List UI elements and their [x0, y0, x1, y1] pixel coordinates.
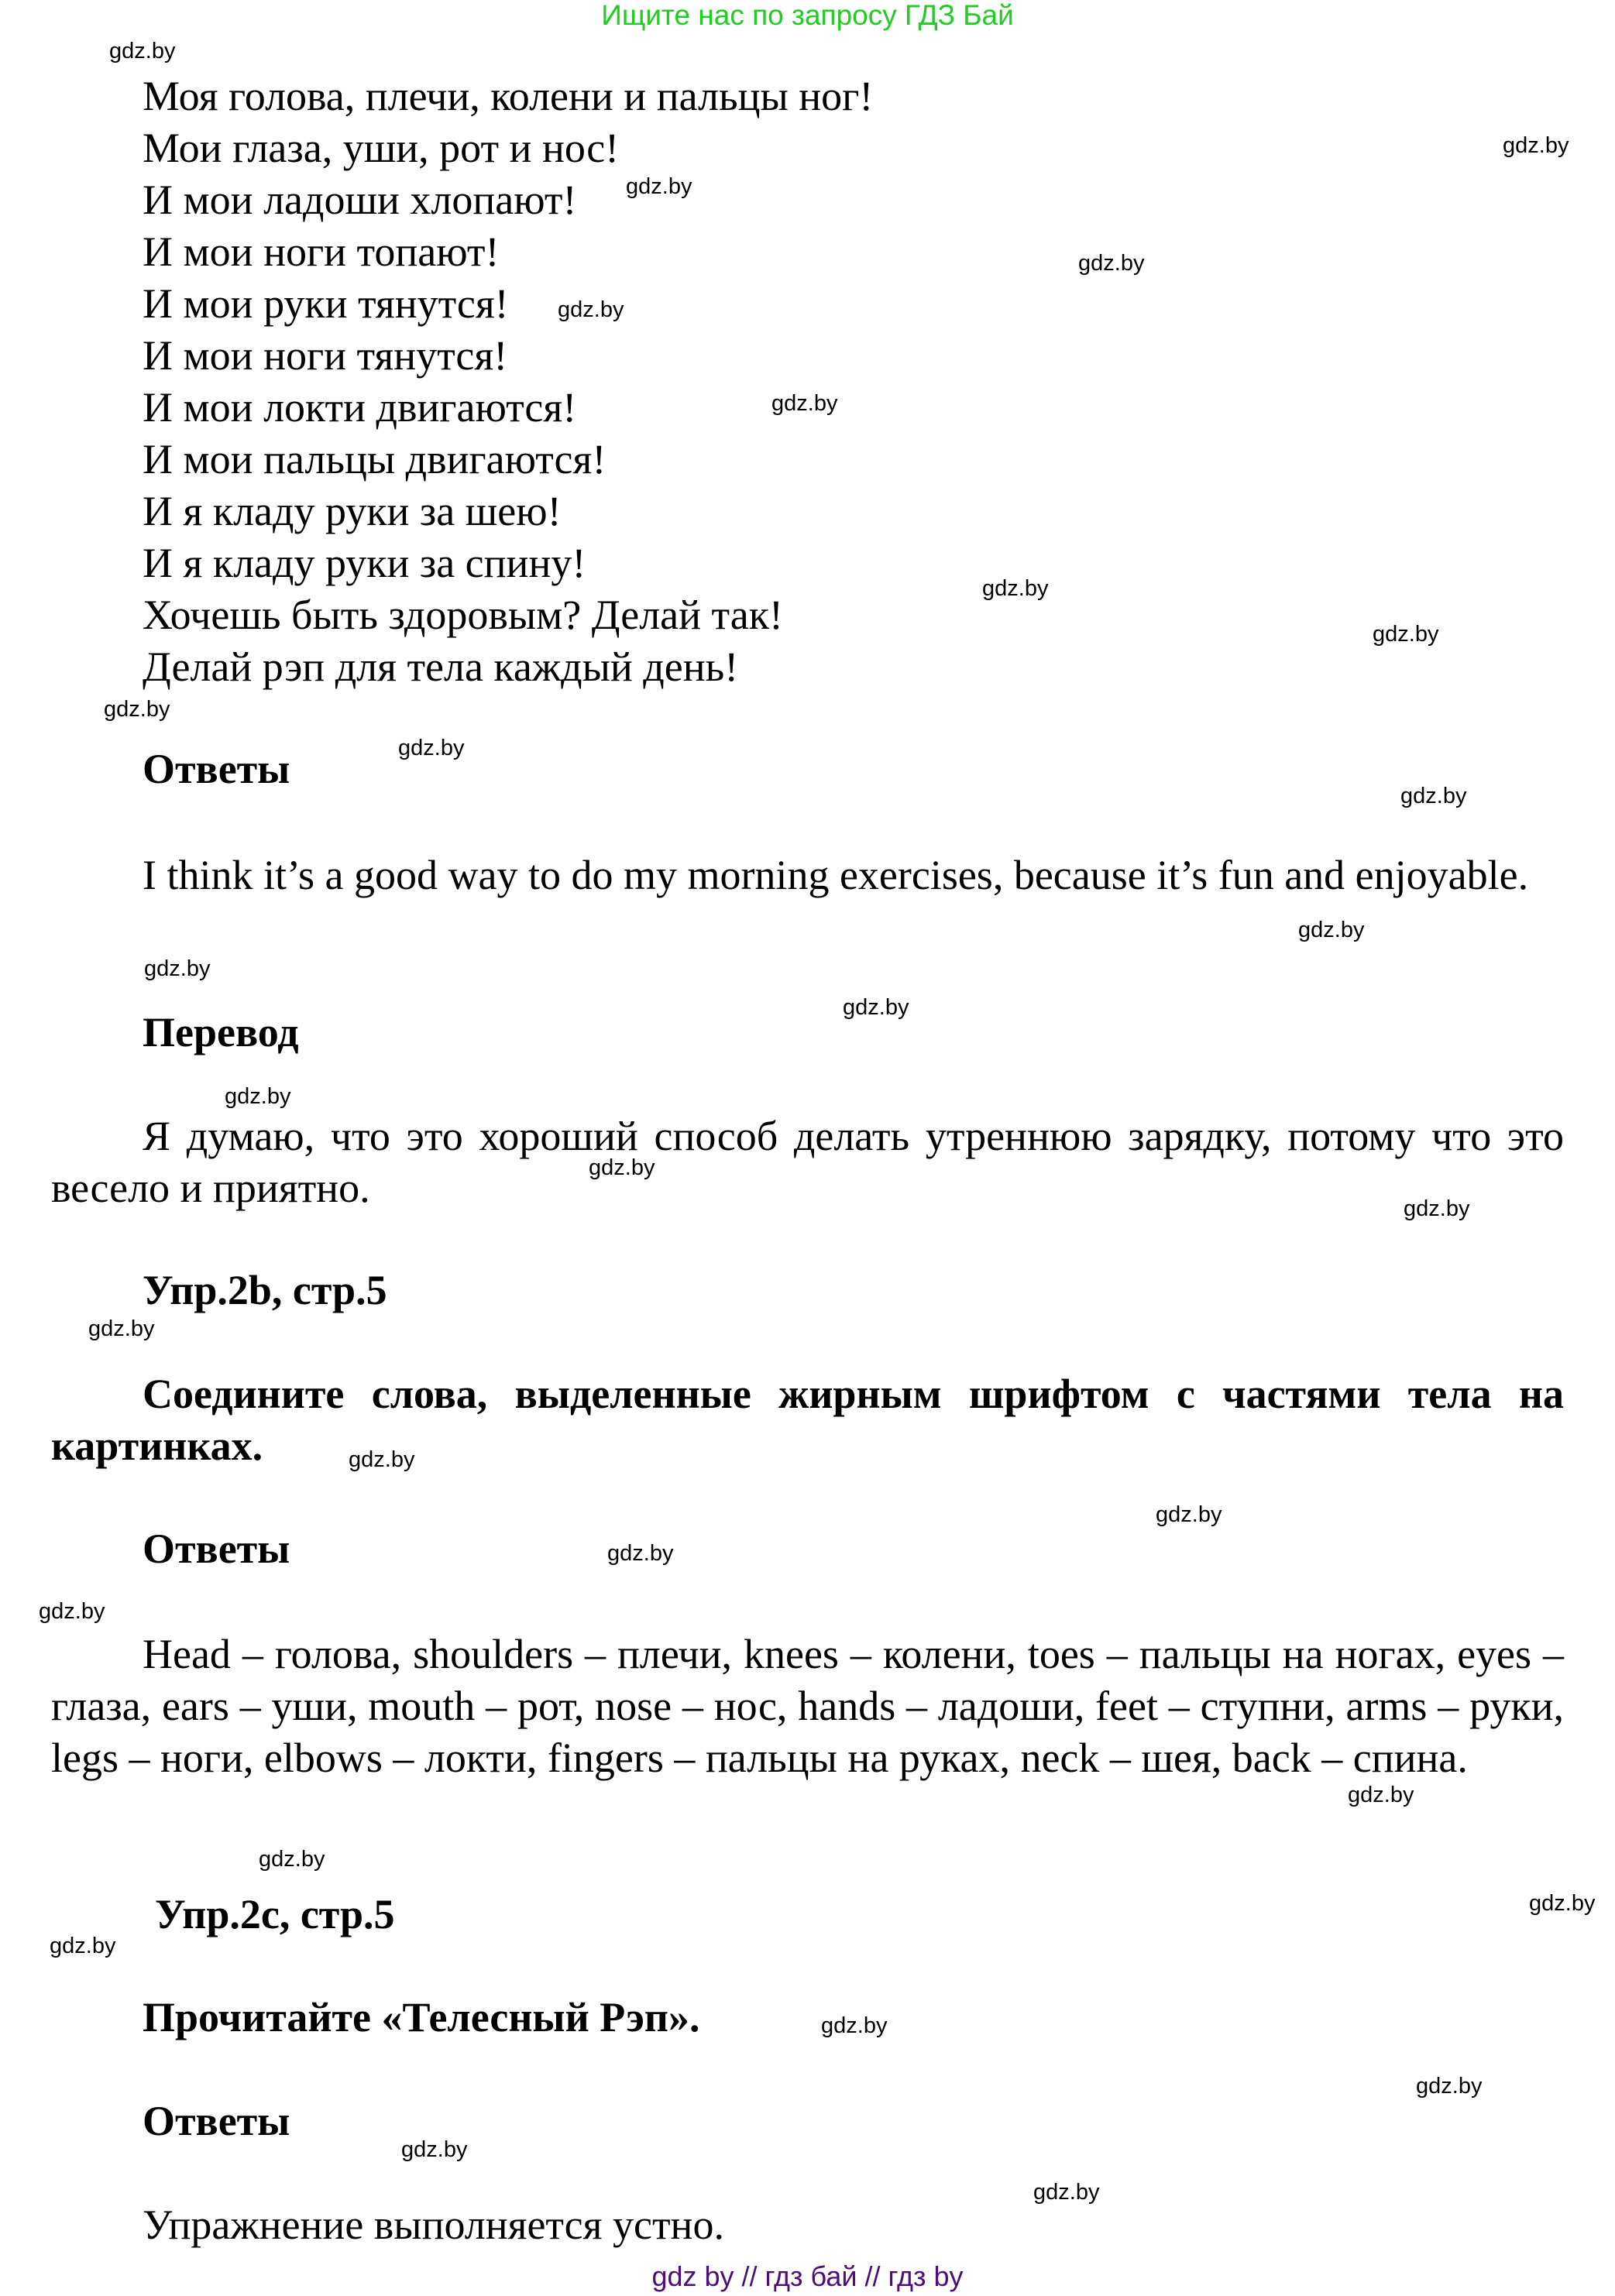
watermark: gdz.by — [1400, 784, 1467, 808]
watermark: gdz.by — [39, 1599, 105, 1624]
poem-line: Мои глаза, уши, рот и нос! — [143, 125, 620, 171]
exercise-2b-title: Упр.2b, стр.5 — [143, 1267, 387, 1313]
watermark: gdz.by — [398, 736, 465, 760]
watermark: gdz.by — [607, 1541, 674, 1566]
watermark: gdz.by — [1348, 1783, 1414, 1807]
answer-paragraph — [51, 849, 1564, 901]
translation-paragraph — [51, 1110, 1564, 1214]
footer-links[interactable]: gdz by // гдз бай // гдз by — [651, 2260, 964, 2292]
exercise-2c-instruction: Прочитайте «Телесный Рэп». — [143, 1994, 700, 2040]
watermark: gdz.by — [1373, 622, 1439, 647]
watermark: gdz.by — [1033, 2180, 1100, 2205]
watermark: gdz.by — [1078, 251, 1145, 276]
search-promo-banner[interactable]: Ищите нас по запросу ГДЗ Бай — [601, 0, 1014, 31]
answers-heading: Ответы — [143, 1526, 290, 1572]
watermark: gdz.by — [88, 1316, 155, 1341]
poem-line: И мои пальцы двигаются! — [143, 436, 606, 482]
watermark: gdz.by — [50, 1934, 116, 1958]
translation-heading: Перевод — [143, 1009, 299, 1055]
watermark: gdz.by — [589, 1155, 655, 1180]
instruction-text: Соедините слова, выделенные жирным шрифтом с частями тела на картинках. — [51, 1371, 1564, 1469]
poem-line: Хочешь быть здоровым? Делай так! — [143, 592, 783, 638]
watermark: gdz.by — [144, 956, 211, 981]
watermark: gdz.by — [104, 697, 170, 722]
watermark: gdz.by — [225, 1084, 291, 1109]
exercise-2b-answer — [51, 1628, 1564, 1784]
answers-heading: Ответы — [143, 2098, 290, 2144]
answer-text: Head – голова, shoulders – плечи, knees – колени, toes – пальцы на ногах, eyes – глаза, ears – уши, mouth – рот, nose – нос, hands – ладоши, feet – ступни, arms – руки, legs – ноги, elbows – локти, fingers – пальцы на руках, neck – шея, back – спина. — [51, 1631, 1564, 1781]
watermark: gdz.by — [771, 391, 838, 416]
poem-line: Моя голова, плечи, колени и пальцы ног! — [143, 73, 874, 119]
translation-text: Я думаю, что это хороший способ делать утреннюю зарядку, потому что это весело и приятно. — [51, 1113, 1564, 1211]
poem-line: И мои ноги топают! — [143, 228, 500, 275]
poem-line: И мои локти двигаются! — [143, 384, 577, 431]
poem-line: И мои ладоши хлопают! — [143, 177, 577, 223]
watermark: gdz.by — [109, 39, 176, 63]
watermark: gdz.by — [1529, 1891, 1596, 1916]
watermark: gdz.by — [1404, 1196, 1470, 1221]
poem-line: И я кладу руки за шею! — [143, 488, 562, 534]
watermark: gdz.by — [1503, 133, 1569, 158]
watermark: gdz.by — [349, 1447, 415, 1472]
poem-line: И мои руки тянутся! — [143, 280, 509, 327]
watermark: gdz.by — [821, 2013, 888, 2038]
watermark: gdz.by — [1156, 1502, 1222, 1527]
watermark: gdz.by — [843, 995, 909, 1020]
poem-line: И я кладу руки за спину! — [143, 540, 586, 586]
watermark: gdz.by — [626, 174, 692, 199]
watermark: gdz.by — [1298, 918, 1365, 942]
exercise-2b-instruction — [51, 1368, 1564, 1472]
watermark: gdz.by — [558, 297, 624, 322]
watermark: gdz.by — [1416, 2074, 1483, 2099]
answer-text: I think it’s a good way to do my morning exercises, because it’s fun and enjoyable. — [143, 852, 1529, 898]
answers-heading: Ответы — [143, 746, 290, 792]
watermark: gdz.by — [982, 576, 1049, 601]
poem-line: И мои ноги тянутся! — [143, 332, 508, 379]
poem-line: Делай рэп для тела каждый день! — [143, 643, 739, 690]
exercise-2c-answer: Упражнение выполняется устно. — [143, 2202, 724, 2248]
exercise-2c-title: Упр.2c, стр.5 — [155, 1891, 395, 1937]
watermark: gdz.by — [401, 2137, 468, 2162]
watermark: gdz.by — [259, 1847, 325, 1872]
